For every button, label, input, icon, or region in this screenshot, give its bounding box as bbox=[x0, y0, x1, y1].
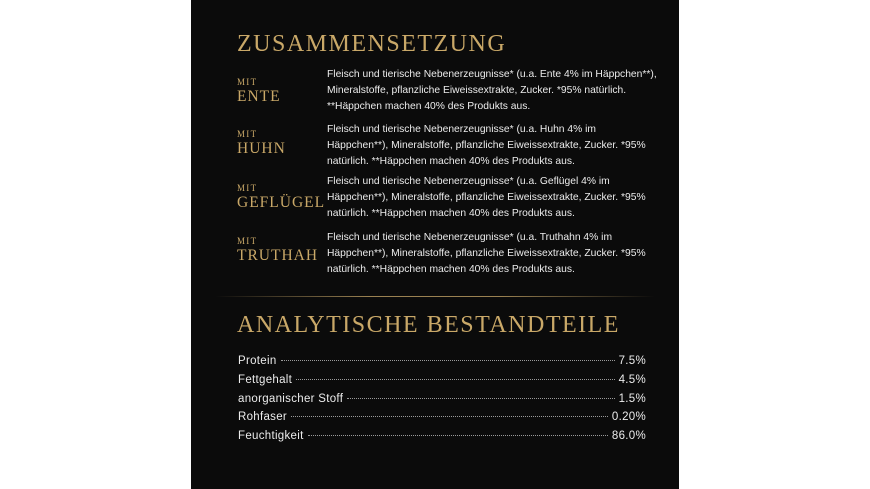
variant-prefix: MIT bbox=[237, 129, 258, 139]
analysis-row-feuchtigkeit bbox=[238, 430, 646, 448]
variant-huhn-description: Fleisch und tierische Nebenerzeugnisse* (u.a. Huhn 4% im Häppchen**), Mineralstoffe, pflanzliche Eiweissextrakte, Zucker. *95% natürlich. **Häppchen machen 40% des Produkts aus. bbox=[327, 124, 646, 168]
variant-name: HUHN bbox=[237, 140, 286, 157]
analysis-value: 7.5% bbox=[618, 355, 646, 367]
analysis-label: Feuchtigkeit bbox=[238, 430, 304, 442]
variant-truthah-label bbox=[237, 236, 318, 265]
analysis-value: 86.0% bbox=[611, 430, 646, 442]
variant-name: TRUTHAH bbox=[237, 247, 319, 264]
dot-leader bbox=[296, 378, 614, 380]
variant-huhn-label bbox=[237, 129, 286, 158]
analysis-value: 0.20% bbox=[611, 411, 646, 423]
analysis-row-rohfaser bbox=[238, 411, 646, 429]
dot-leader bbox=[347, 397, 614, 399]
analysis-label: Protein bbox=[238, 355, 277, 367]
variant-prefix: MIT bbox=[237, 183, 258, 193]
section-divider bbox=[215, 296, 655, 297]
dot-leader bbox=[291, 415, 608, 417]
variant-ente-description: Fleisch und tierische Nebenerzeugnisse* (u.a. Ente 4% im Häppchen**), Mineralstoffe, pflanzliche Eiweissextrakte, Zucker. *95% natürlich. **Häppchen machen 40% des Produkts aus. bbox=[327, 69, 657, 113]
analysis-title: ANALYTISCHE BESTANDTEILE bbox=[237, 312, 620, 338]
variant-prefix: MIT bbox=[237, 236, 258, 246]
dot-leader bbox=[308, 434, 608, 436]
dot-leader bbox=[281, 359, 615, 361]
variant-gefluegel-label bbox=[237, 183, 325, 212]
analysis-row-fettgehalt bbox=[238, 374, 646, 392]
analysis-value: 1.5% bbox=[618, 393, 646, 405]
variant-prefix: MIT bbox=[237, 77, 258, 87]
analysis-value: 4.5% bbox=[618, 374, 646, 386]
variant-gefluegel-description: Fleisch und tierische Nebenerzeugnisse* (u.a. Geflügel 4% im Häppchen**), Mineralstoffe, pflanzliche Eiweissextrakte, Zucker. *95% natürlich. **Häppchen machen 40% des Produkts aus. bbox=[327, 176, 646, 220]
composition-title: ZUSAMMENSETZUNG bbox=[237, 31, 507, 57]
variant-ente-label bbox=[237, 77, 281, 106]
analysis-row-protein bbox=[238, 355, 646, 373]
variant-name: ENTE bbox=[237, 88, 281, 105]
analysis-label: Rohfaser bbox=[238, 411, 288, 423]
analysis-label: Fettgehalt bbox=[238, 374, 293, 386]
variant-name: GEFLÜGEL bbox=[237, 194, 326, 211]
analysis-row-anorganischer-stoff bbox=[238, 393, 646, 411]
variant-truthah-description: Fleisch und tierische Nebenerzeugnisse* (u.a. Truthahn 4% im Häppchen**), Mineralstoffe, pflanzliche Eiweissextrakte, Zucker. *95% natürlich. **Häppchen machen 40% des Produkts aus. bbox=[327, 232, 646, 276]
analysis-label: anorganischer Stoff bbox=[238, 393, 344, 405]
